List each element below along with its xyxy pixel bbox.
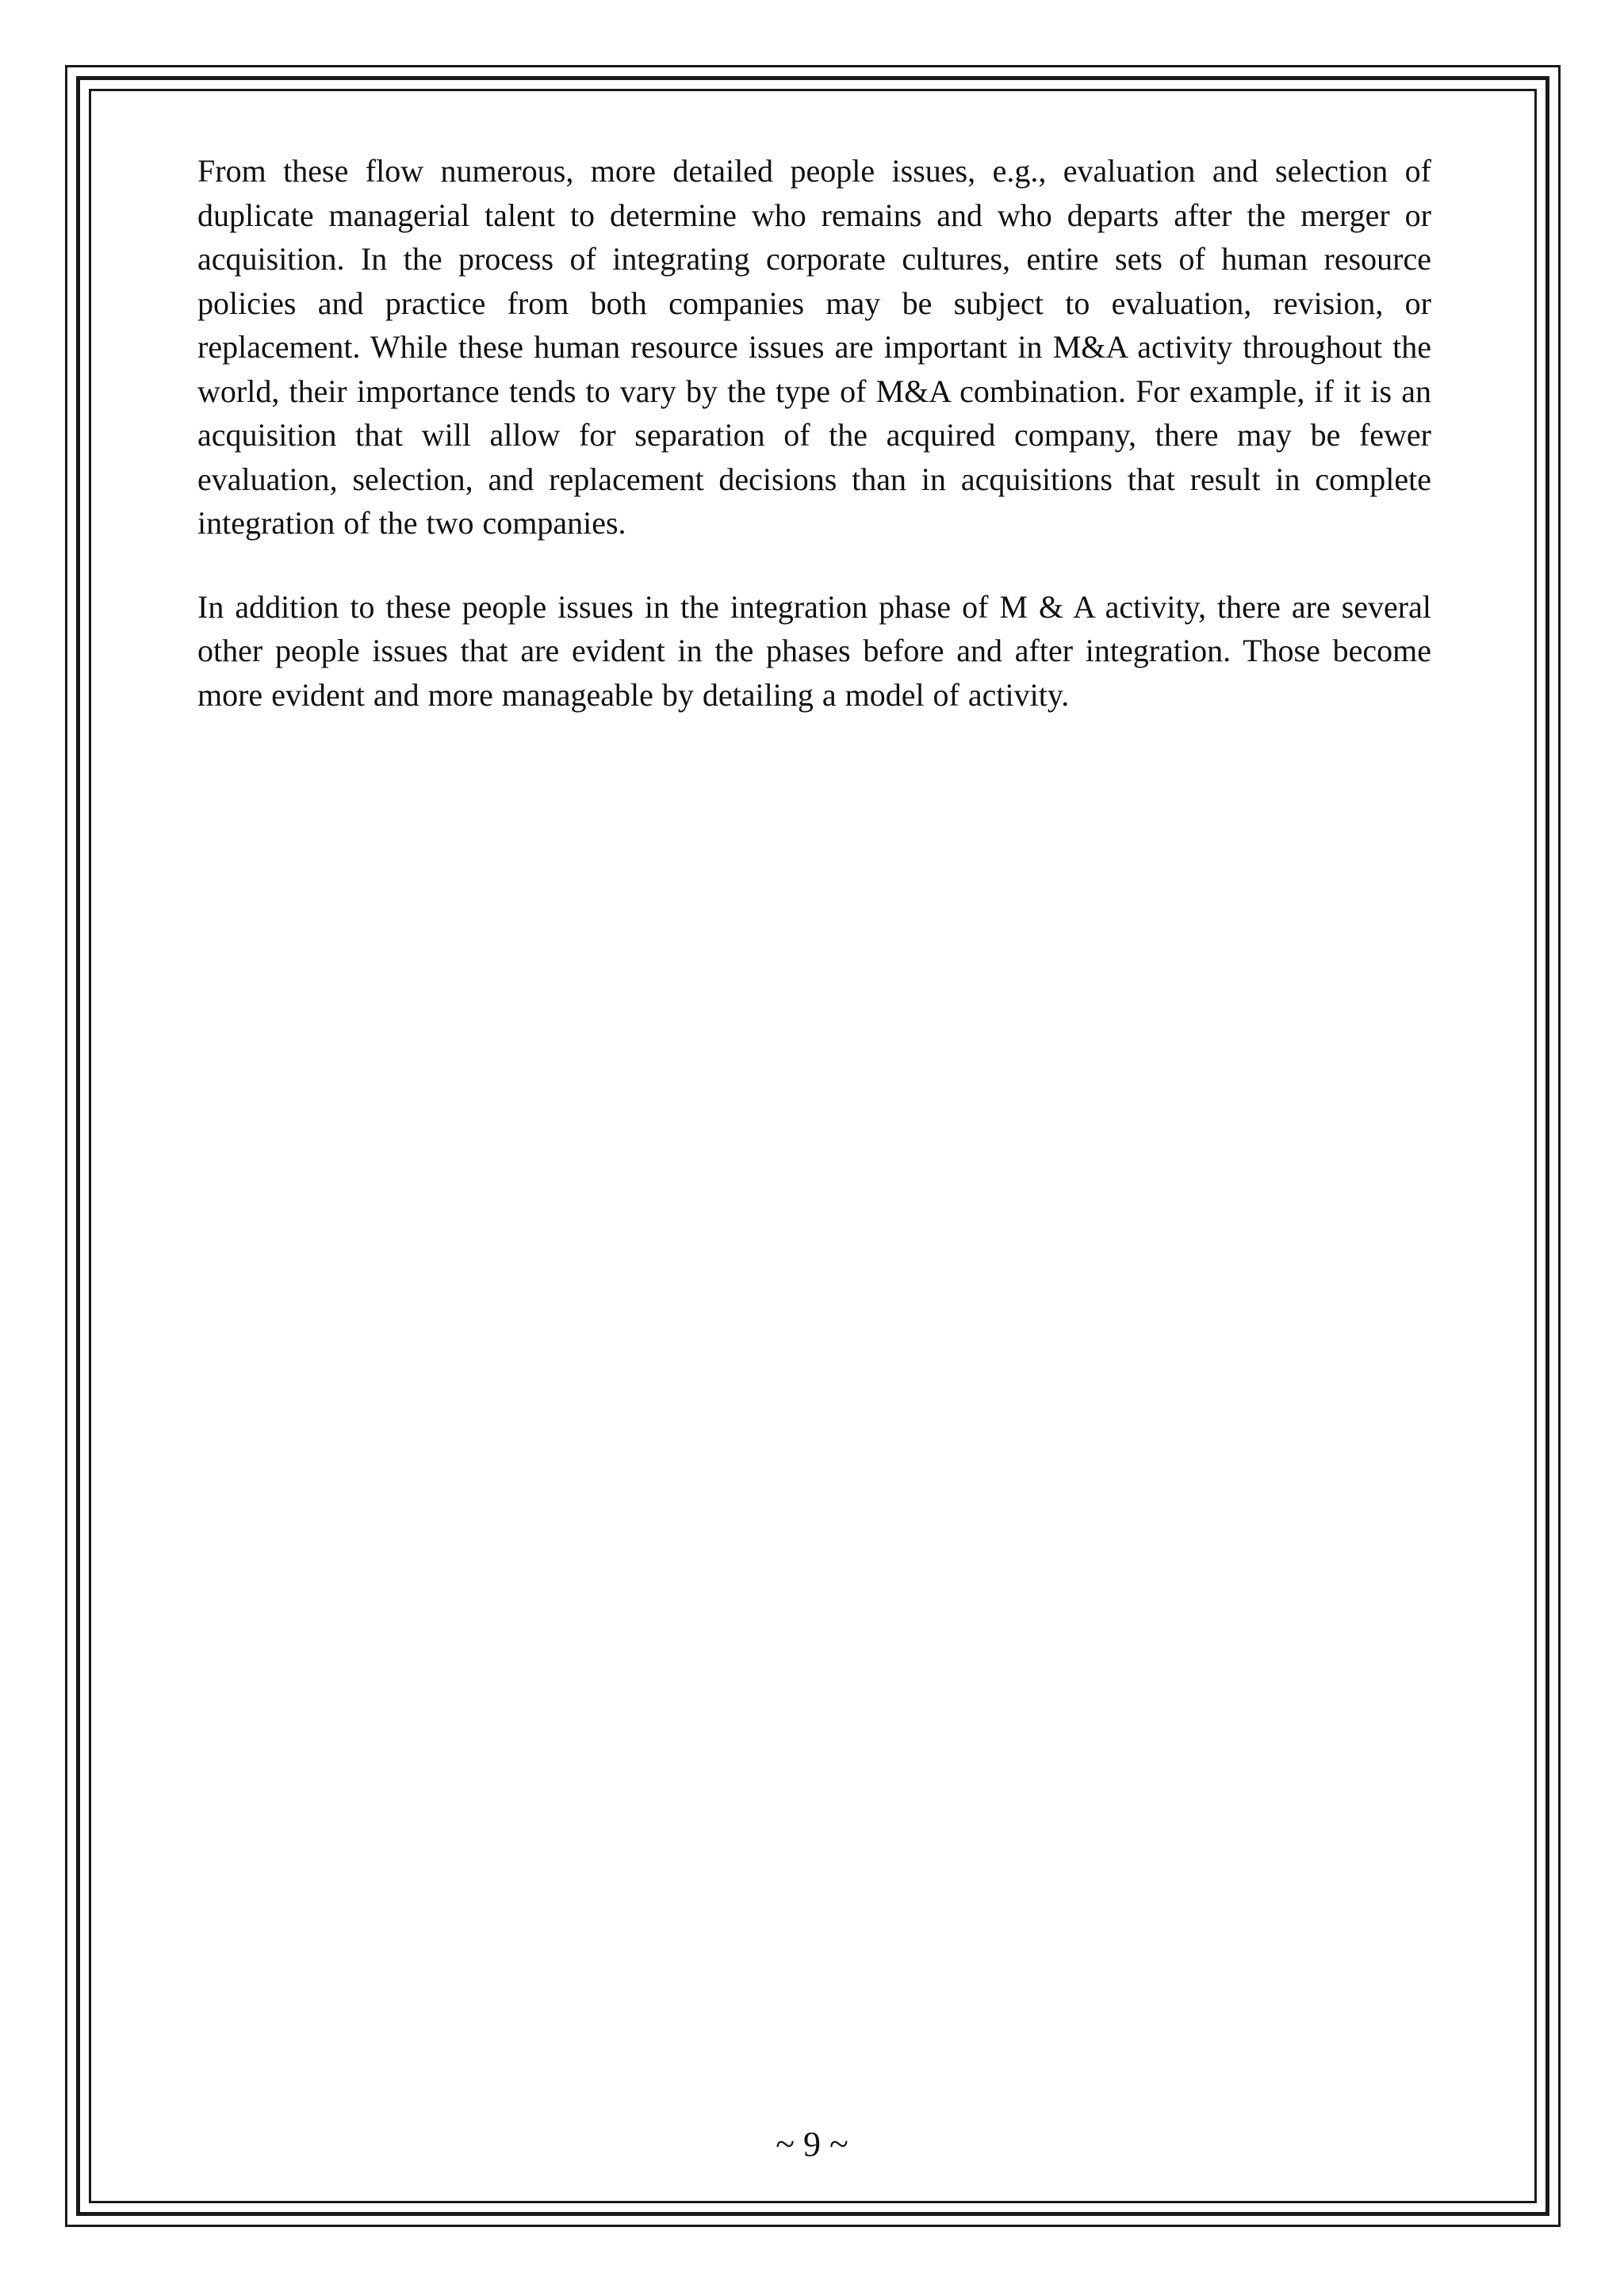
page-number: ~ 9 ~: [776, 2125, 848, 2164]
paragraph-people-issues: From these flow numerous, more detailed people issues, e.g., evaluation and selection of duplicate managerial talent to determine who remains and who departs after the merger or acquisition. In the process of integrating corporate cultures, entire sets of human resource policies and practice from both companies may be subject to evaluation, revision, or replacement. While these human resource issues are important in M&A activity throughout the world, their importance tends to vary by the type of M&A combination. For example, if it is an acquisition that will allow for separation of the acquired company, there may be fewer evaluation, selection, and replacement decisions than in acquisitions that result in complete integration of the two companies.: [197, 153, 1431, 541]
page-body: [197, 149, 1431, 756]
paragraph-integration-phase: In addition to these people issues in the integration phase of M & A activity, there are several other people issues that are evident in the phases before and after integration. Those become more evident and more manageable by detailing a model of activity.: [197, 588, 1431, 713]
